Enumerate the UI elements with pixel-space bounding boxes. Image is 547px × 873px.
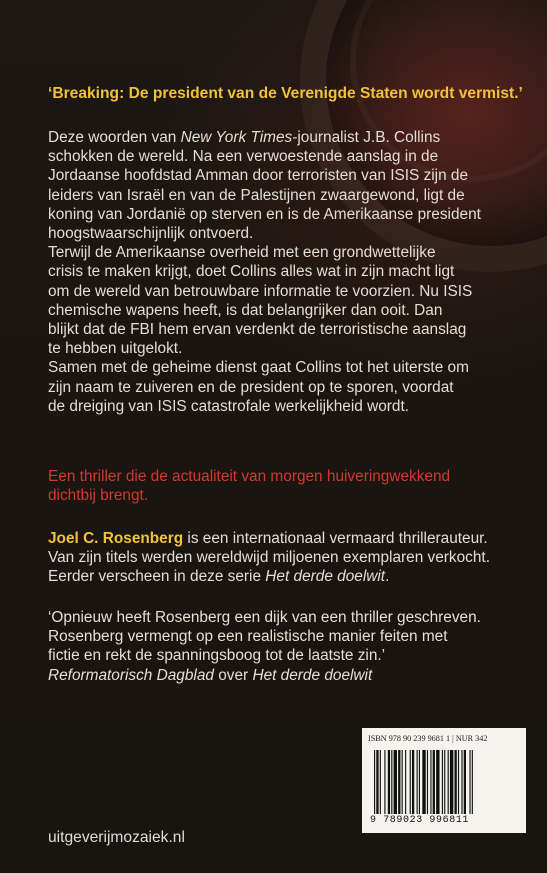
barcode-bar: [469, 750, 470, 814]
synopsis: [48, 128, 481, 416]
isbn-label: ISBN 978 90 239 9681 1 | NUR 342: [368, 734, 488, 743]
barcode-bar: [402, 750, 403, 814]
barcode-bar: [472, 750, 473, 814]
review-line: fictie en rekt de spanningsboog tot de laatste zin.’: [48, 647, 386, 665]
review-line: Rosenberg vermengt op een realistische manier feiten met: [48, 628, 448, 646]
barcode-bar: [464, 750, 466, 814]
barcode-bar: [394, 750, 397, 814]
barcode-bar: [436, 750, 439, 814]
barcode-bar: [448, 750, 449, 814]
publisher-url[interactable]: uitgeverijmozaiek.nl: [48, 829, 185, 846]
barcode-bar: [458, 750, 459, 814]
synopsis-line: schokken de wereld. Na een verwoestende aanslag in de: [48, 148, 439, 166]
synopsis-line: leiders van Israël en van de Palestijnen zwaargewond, ligt de: [48, 186, 465, 204]
synopsis-line: te hebben uitgelokt.: [48, 340, 183, 358]
barcode-bar: [380, 750, 381, 814]
barcode-bar: [384, 750, 385, 814]
author-bio: [48, 529, 490, 587]
barcode-bar: [388, 750, 390, 814]
barcode-bar: [410, 750, 411, 814]
synopsis-line: crisis te maken krijgt, doet Collins alles wat in zijn macht ligt: [48, 263, 455, 281]
synopsis-line: de dreiging van ISIS catastrofale werkelijkheid wordt.: [48, 397, 410, 415]
barcode-bar: [419, 750, 420, 814]
newspaper-name: New York Times: [180, 129, 293, 146]
synopsis-line: koning van Jordanië op sterven en is de Amerikaanse president: [48, 205, 481, 223]
synopsis-line: chemische wapens heeft, is dat belangrijker dan ooit. Dan: [48, 301, 443, 319]
review-source: Reformatorisch Dagblad: [48, 666, 214, 684]
barcode-bar: [433, 750, 435, 814]
synopsis-line: Samen met de geheime dienst gaat Collins tot het uiterste om: [48, 359, 469, 377]
author-bio-line: Joel C. Rosenberg is een internationaal vermaard thrillerauteur.: [48, 530, 488, 547]
review-attribution: Reformatorisch Dagblad over Het derde doelwit: [48, 666, 373, 684]
barcode-bar: [444, 750, 445, 814]
synopsis-line: Deze woorden van New York Times-journalist J.B. Collins: [48, 129, 441, 146]
barcode-bar: [450, 750, 453, 814]
synopsis-line: Jordaanse hoofdstad Amman door terroristen van ISIS zijn de: [48, 167, 469, 185]
synopsis-line: blijkt dat de FBI hem ervan verdenkt de terroristische aanslag: [48, 321, 467, 339]
isbn-number: 9 789023 996811: [370, 815, 470, 826]
barcode-bar: [412, 750, 414, 814]
author-bio-line: Van zijn titels werden wereldwijd miljoenen exemplaren verkocht.: [48, 549, 490, 567]
isbn-barcode: [362, 728, 526, 833]
previous-title: Het derde doelwit: [265, 568, 386, 586]
synopsis-line: Terwijl de Amerikaanse overheid met een grondwettelijke: [48, 244, 436, 262]
review-quote: [48, 608, 481, 685]
barcode-bar: [405, 750, 406, 814]
review-book-title: Het derde doelwit: [252, 666, 373, 684]
tagline: [48, 467, 450, 505]
author-bio-line: Eerder verscheen in deze serie Het derde doelwit.: [48, 568, 390, 586]
review-line: ‘Opnieuw heeft Rosenberg een dijk van een thriller geschreven.: [48, 609, 481, 626]
tagline-line: dichtbij brengt.: [48, 487, 149, 505]
barcode-bars: [374, 750, 514, 814]
barcode-bar: [455, 750, 457, 814]
barcode-bar: [391, 750, 392, 814]
barcode-bar: [427, 750, 428, 814]
barcode-bar: [442, 750, 443, 814]
barcode-bar: [430, 750, 431, 814]
barcode-bar: [376, 750, 378, 814]
synopsis-line: om de wereld van betrouwbare informatie te voorzien. Nu ISIS: [48, 282, 473, 300]
barcode-bar: [398, 750, 400, 814]
tagline-line: Een thriller die de actualiteit van morgen huiveringwekkend: [48, 468, 451, 485]
author-name: Joel C. Rosenberg: [48, 530, 184, 547]
synopsis-line: zijn naam te zuiveren en de president op te sporen, voordat: [48, 378, 454, 396]
barcode-bar: [422, 750, 425, 814]
barcode-bar: [374, 750, 375, 814]
breaking-quote: ‘Breaking: De president van de Verenigde Staten wordt vermist.’: [48, 85, 523, 102]
barcode-bar: [417, 750, 418, 814]
synopsis-line: hoogstwaarschijnlijk ontvoerd.: [48, 225, 254, 243]
barcode-bar: [461, 750, 462, 814]
